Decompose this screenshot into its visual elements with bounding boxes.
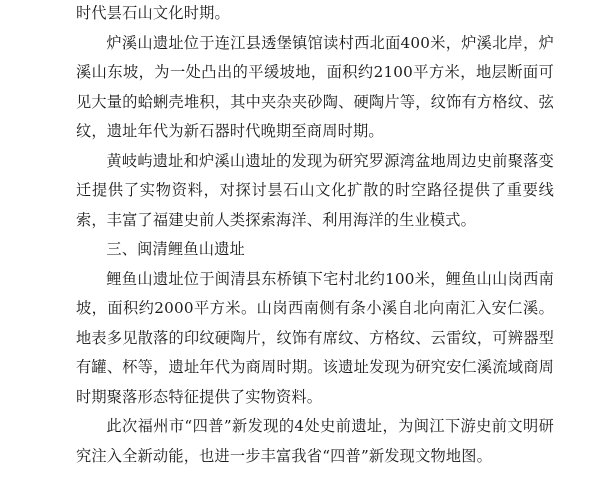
paragraph-liyushan-site: 鲤鱼山遗址位于闽清县东桥镇下宅村北约100米，鲤鱼山山岗西南坡，面积约2000平方米。山岗西南侧有条小溪自北向南汇入安仁溪。地表多见散落的印纹硬陶片，纹饰有席纹、方格纹、云雷纹，可辨器型有罐、杯等，遗址年代为商周时期。该遗址发现为研究安仁溪流域商周时期聚落形态特征提供了实物资料。 [76,269,554,406]
paragraph-intro-tail: 时代昙石山文化时期。 [76,4,230,22]
paragraph-significance: 黄岐屿遗址和炉溪山遗址的发现为研究罗源湾盆地周边史前聚落变迁提供了实物资料，对探讨昙石山文化扩散的时空路径提供了重要线索，丰富了福建史前人类探索海洋、利用海洋的生业模式。 [76,151,554,229]
paragraph-luxishan-site: 炉溪山遗址位于连江县透堡镇馆读村西北面400米，炉溪北岸，炉溪山东坡，为一处凸出的平缓坡地，面积约2100平方米，地层断面可见大量的蛤蜊壳堆积，其中夹杂夹砂陶、硬陶片等，纹饰有方格纹、弦纹，遗址年代为新石器时代晚期至商周时期。 [76,33,554,140]
section-heading-liyushan: 三、闽清鲤鱼山遗址 [106,240,245,258]
paragraph-conclusion: 此次福州市“四普”新发现的4处史前遗址，为闽江下游史前文明研究注入全新动能，也进一步丰富我省“四普”新发现文物地图。 [76,417,554,465]
